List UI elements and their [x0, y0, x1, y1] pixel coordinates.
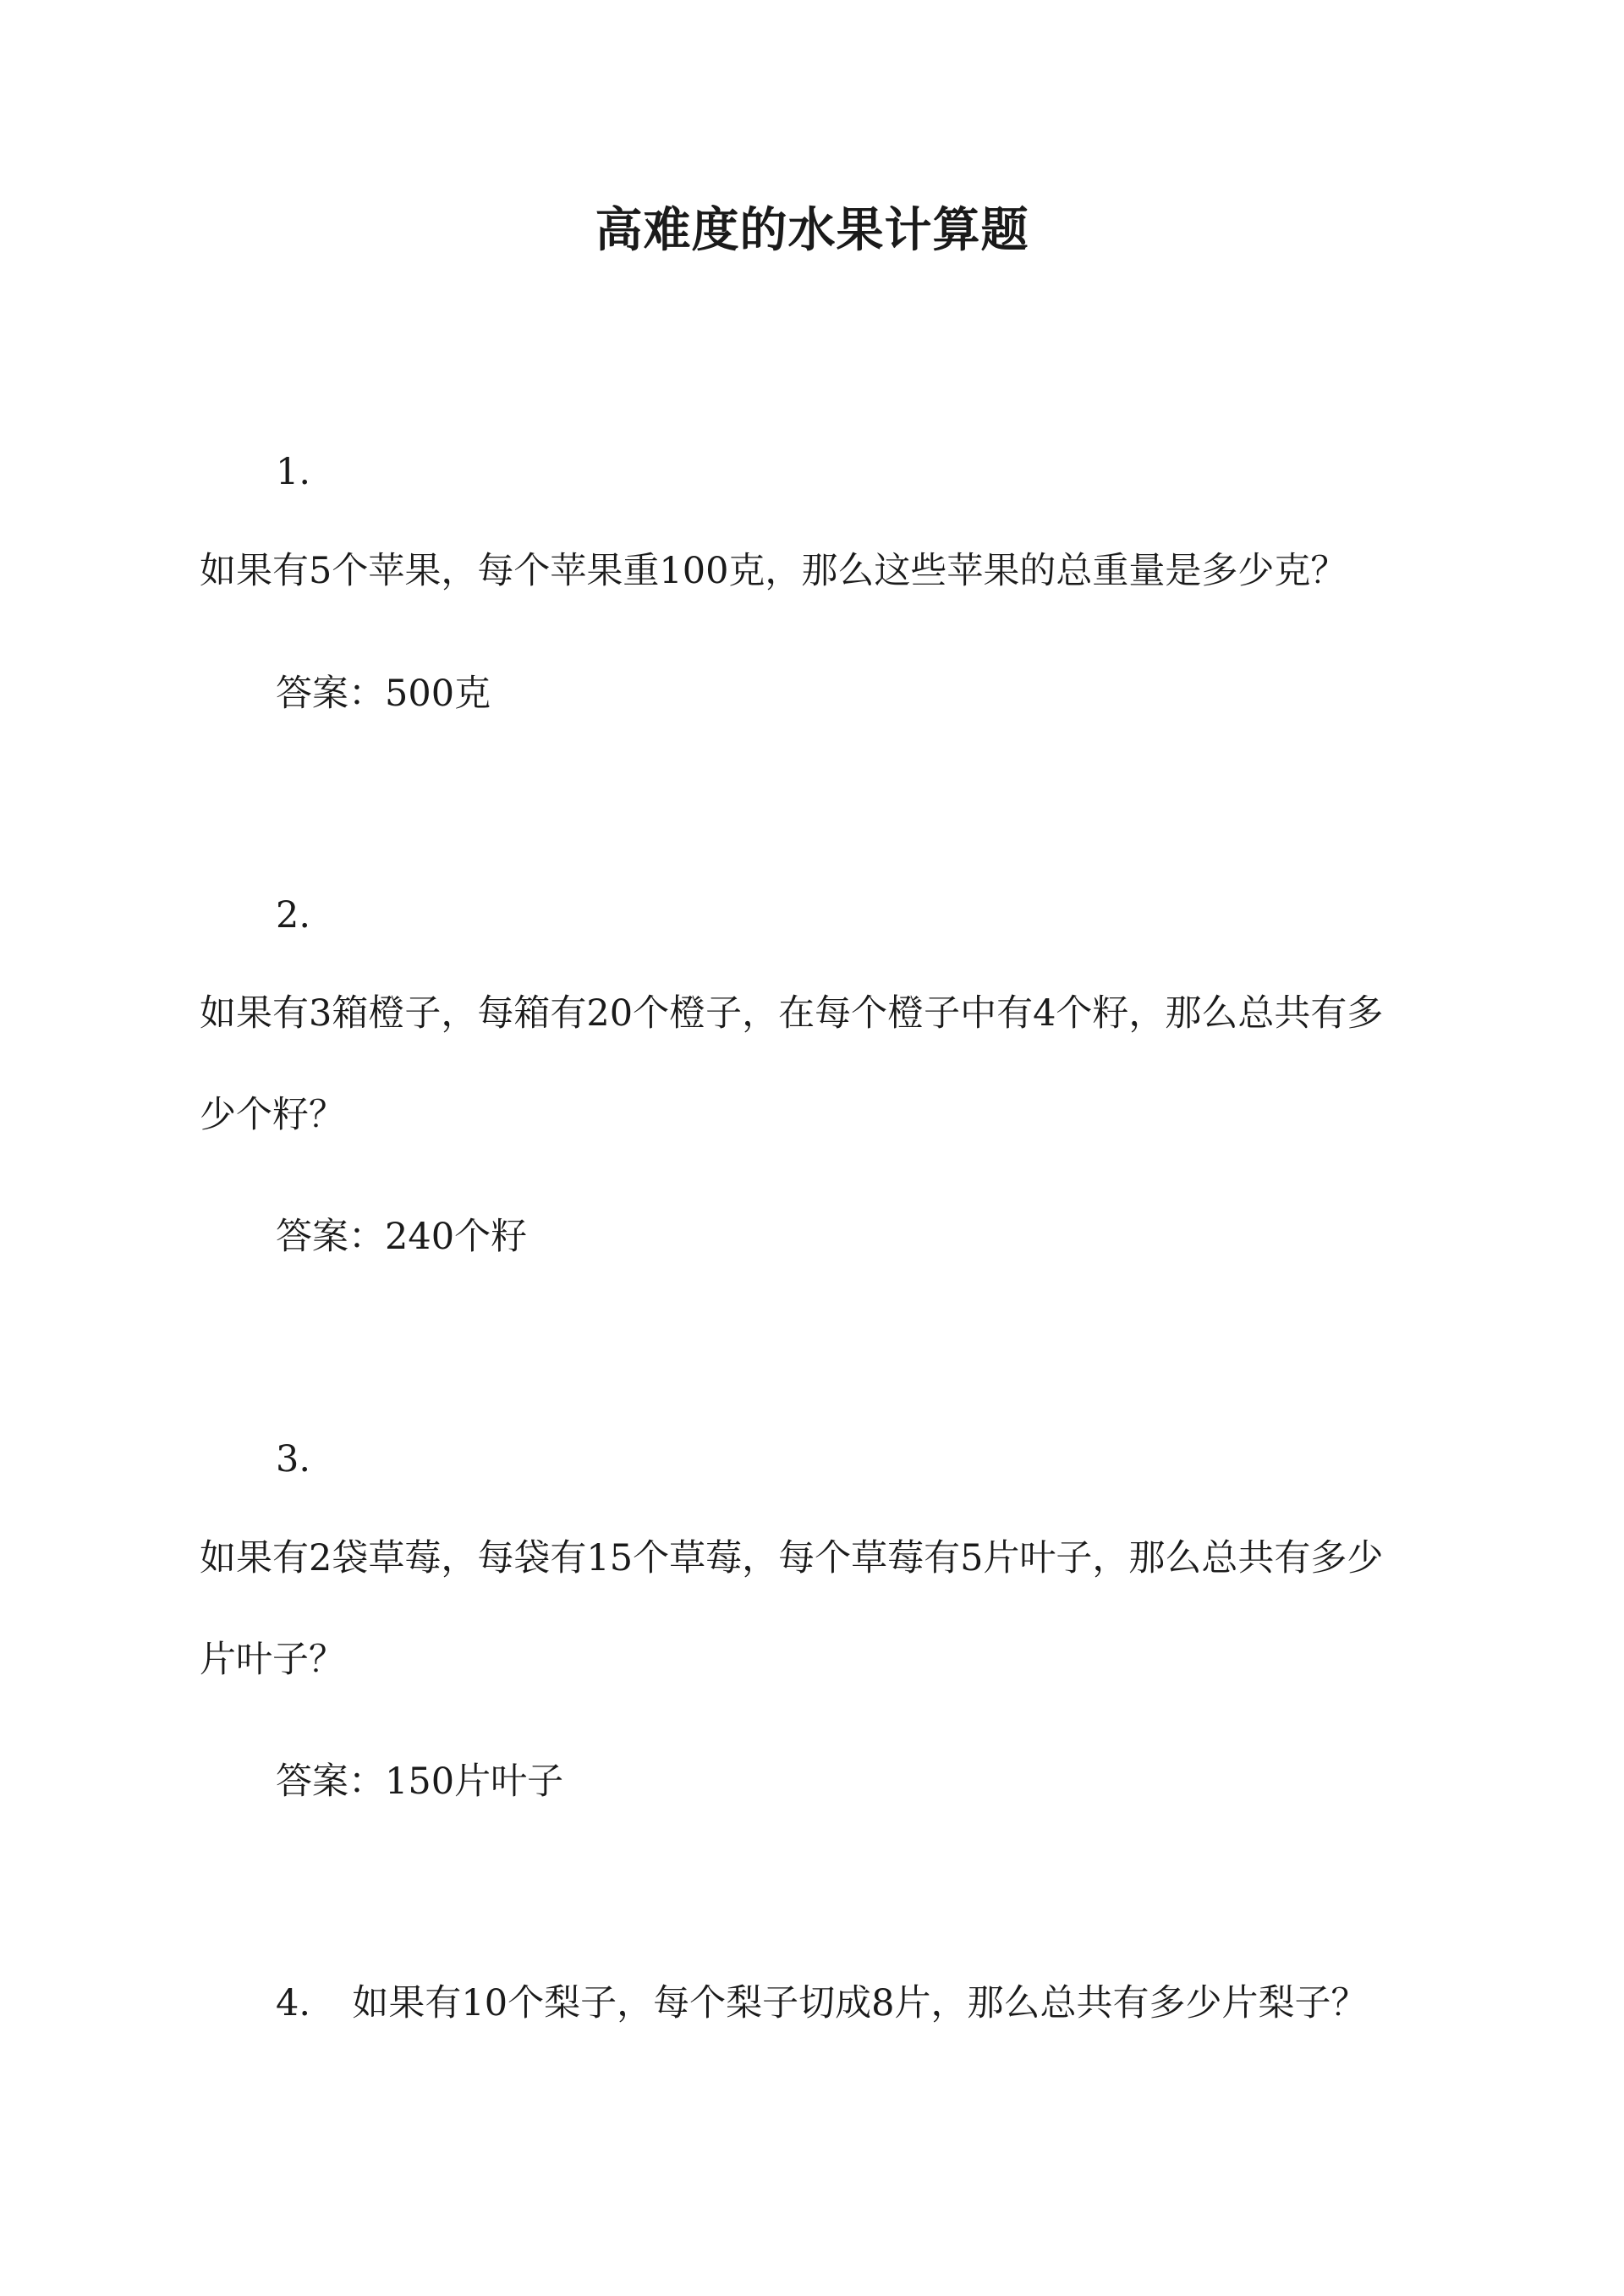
- question-4-text: 如果有10个梨子，每个梨子切成8片，那么总共有多少片梨子？: [352, 1982, 1368, 2024]
- question-1-answer: 答案：500克: [276, 673, 491, 715]
- question-2-answer: 答案：240个籽: [276, 1216, 528, 1258]
- question-3-answer: 答案：150片叶子: [276, 1760, 564, 1803]
- question-2-text-line-2: 少个籽？: [200, 1094, 345, 1136]
- question-2-text-line-1: 如果有3箱橙子，每箱有20个橙子，在每个橙子中有4个籽，那么总共有多: [200, 992, 1384, 1035]
- question-1-text: 如果有5个苹果，每个苹果重100克，那么这些苹果的总重量是多少克？: [200, 550, 1347, 592]
- question-4: [276, 1978, 1367, 2029]
- question-3-text-line-1: 如果有2袋草莓，每袋有15个草莓，每个草莓有5片叶子，那么总共有多少: [200, 1537, 1384, 1579]
- question-3-number: 3.: [276, 1438, 311, 1480]
- question-3-text-line-2: 片叶子？: [200, 1639, 345, 1681]
- document-title: 高难度的水果计算题: [595, 202, 1029, 258]
- question-1-number: 1.: [276, 451, 311, 493]
- question-4-number: 4.: [276, 1982, 311, 2024]
- question-2-number: 2.: [276, 894, 311, 937]
